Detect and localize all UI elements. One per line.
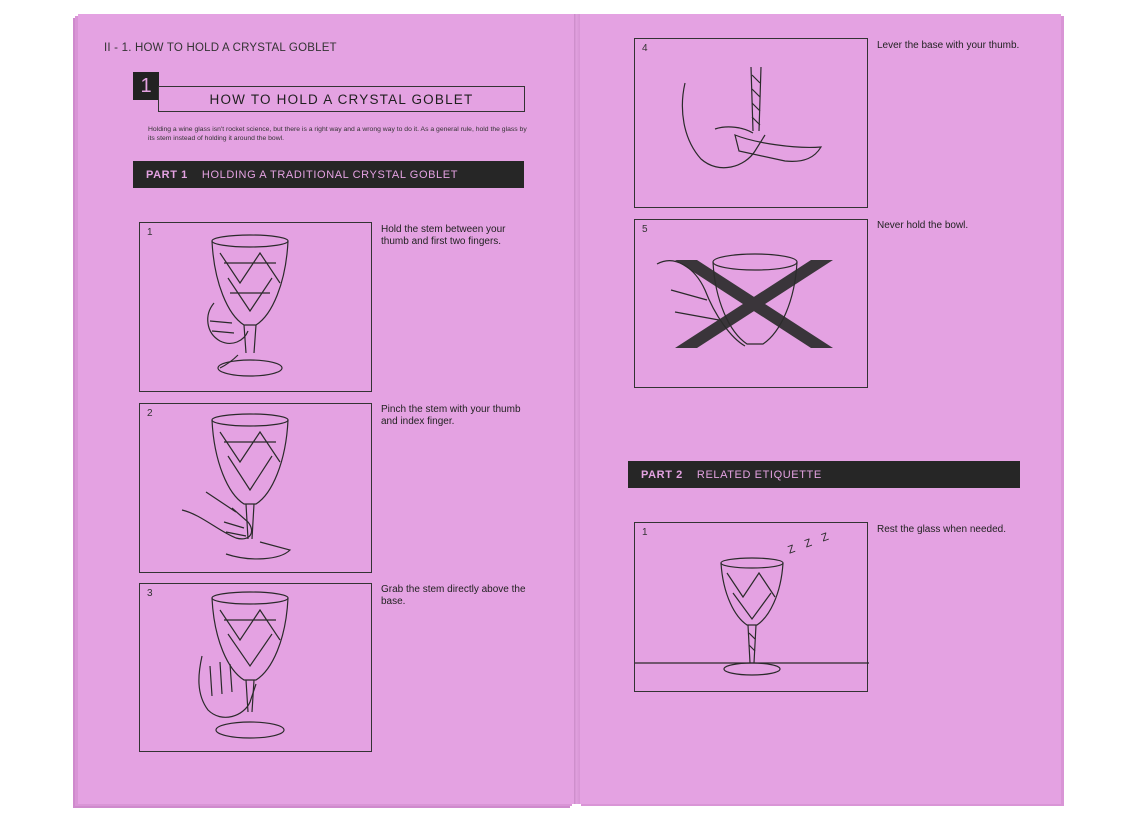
step-number: 5 — [642, 224, 648, 235]
step-1-illustration — [139, 222, 372, 392]
step-number: 2 — [147, 408, 153, 419]
step-number: 1 — [147, 227, 153, 238]
part-1-title: HOLDING A TRADITIONAL CRYSTAL GOBLET — [201, 168, 459, 181]
book-gutter — [574, 14, 580, 804]
step-4-illustration — [634, 38, 868, 208]
goblet-hand-stem-drawing — [140, 223, 373, 393]
goblet-pinch-drawing — [140, 404, 373, 574]
step-5-illustration — [634, 219, 868, 388]
running-head: II - 1. HOW TO HOLD A CRYSTAL GOBLET — [104, 42, 337, 54]
goblet-lever-base-drawing — [635, 39, 869, 209]
resting-goblet-drawing — [635, 523, 869, 693]
step-number: 1 — [642, 527, 648, 538]
part-1-label: PART 1 — [146, 168, 188, 181]
step-5-caption: Never hold the bowl. — [877, 220, 969, 231]
step-3-caption: Grab the stem directly above the base. — [381, 584, 526, 607]
step-1-caption: Hold the stem between your thumb and first two fingers. — [381, 224, 506, 247]
part-1-bar — [133, 161, 524, 188]
goblet-base-grab-drawing — [140, 584, 373, 753]
part-2-bar — [628, 461, 1020, 488]
step-4-caption: Lever the base with your thumb. — [877, 40, 1020, 51]
step-3-illustration — [139, 583, 372, 752]
step-2-caption: Pinch the stem with your thumb and index finger. — [381, 404, 521, 427]
part-2-title: RELATED ETIQUETTE — [696, 468, 822, 481]
never-hold-bowl-drawing — [635, 220, 869, 389]
chapter-number: 1 — [133, 72, 159, 100]
part-2-label: PART 2 — [641, 468, 683, 481]
part-2-step-1-caption: Rest the glass when needed. — [877, 524, 1006, 535]
cross-mark-icon — [675, 260, 833, 348]
step-number: 4 — [642, 43, 648, 54]
step-number: 3 — [147, 588, 153, 599]
chapter-title: HOW TO HOLD A CRYSTAL GOBLET — [158, 86, 525, 112]
zzz-sleep-icon: Z Z Z — [786, 529, 834, 557]
step-2-illustration — [139, 403, 372, 573]
intro-paragraph: Holding a wine glass isn't rocket science, but there is a right way and a wrong way to do it. As a general rule, hold the glass by its stem instead of holding it around the bowl. — [148, 126, 527, 142]
part-2-step-1-illustration — [634, 522, 868, 692]
